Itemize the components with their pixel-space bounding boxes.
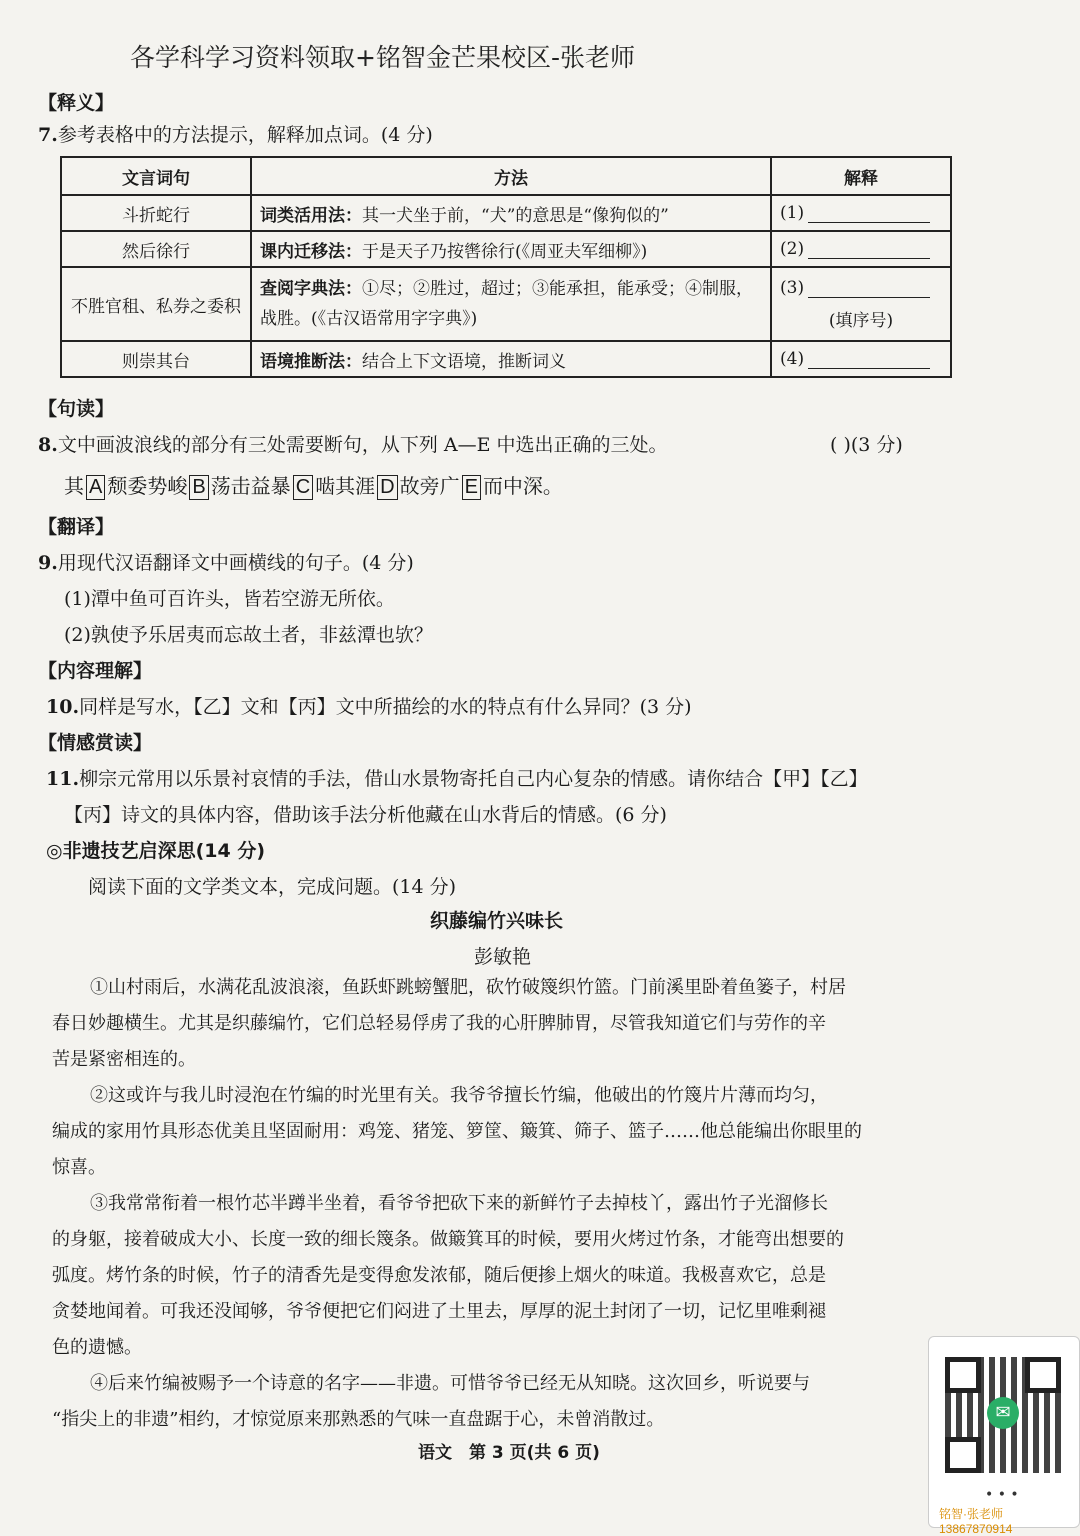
punctuation-line [64,470,563,500]
option-box-d[interactable]: D [377,475,397,500]
article-paragraph-1 [52,970,846,1078]
paragraph-line: ③我常常衔着一根竹芯半蹲半坐着，看爷爷把砍下来的新鲜竹子去掉枝丫，露出竹子光溜修长 [90,1193,828,1214]
qr-corner-icon [945,1357,981,1393]
table-row [61,195,951,231]
question-11 [46,764,868,791]
answer-blank[interactable] [808,204,930,223]
page-header: 各学科学习资料领取+铭智金芒果校区-张老师 [130,43,635,72]
table-header: 方法 [251,157,771,195]
paragraph-line: ①山村雨后，水满花乱波浪滚，鱼跃虾跳螃蟹肥，砍竹破篾织竹篮。门前溪里卧着鱼篓子，村居 [90,977,846,998]
article-paragraph-4 [52,1366,810,1438]
question-text-line-2: 【丙】诗文的具体内容，借助该手法分析他藏在山水背后的情感。(6 分) [64,804,667,826]
question-8 [38,430,668,457]
method-label: 课内迁移法： [260,241,362,262]
table-cell-phrase: 不胜官租、私券之委积 [61,267,251,341]
table-cell-method [251,267,771,341]
section-heading-fanyi: 【翻译】 [38,516,115,538]
section-heading-neirong: 【内容理解】 [38,660,153,682]
section-heading-feiyi: ◎非遗技艺启深思(14 分) [46,840,266,862]
answer-number: (2) [780,239,805,259]
article-author: 彭敏艳 [474,946,532,968]
question-10 [46,692,692,719]
table-cell-answer [771,231,951,267]
table-header: 解释 [771,157,951,195]
table-cell-phrase: 斗折蛇行 [61,195,251,231]
sentence-1: (1)潭中鱼可百许头，皆若空游无所依。 [64,588,395,610]
article-paragraph-3 [52,1186,844,1366]
question-number: 11. [46,768,80,790]
section-heading-judu: 【句读】 [38,398,115,420]
question-number: 9. [38,552,58,574]
paragraph-line: 色的遗憾。 [52,1337,142,1358]
table-cell-method [251,195,771,231]
table-header-row [61,157,951,195]
reading-intro: 阅读下面的文学类文本，完成问题。(14 分) [88,876,457,898]
qr-dots: • • • [985,1487,1019,1503]
question-number: 8. [38,434,58,456]
text-segment: 故旁广 [399,474,460,498]
paragraph-line: 弧度。烤竹条的时候，竹子的清香先是变得愈发浓郁，随后便掺上烟火的味道。我极喜欢它，总是 [52,1265,826,1286]
paragraph-line: 惊喜。 [52,1157,106,1178]
qr-corner-icon [945,1437,981,1473]
question-8-score: ( )(3 分) [830,434,903,456]
paragraph-line: 编成的家用竹具形态优美且坚固耐用：鸡笼、猪笼、箩筐、簸箕、筛子、篮子……他总能编出你眼里的 [52,1121,862,1142]
table-cell-answer [771,267,951,341]
table-row [61,341,951,377]
answer-number: (4) [780,349,805,369]
paragraph-line: “指尖上的非遗”相约，才惊觉原来那熟悉的气味一直盘踞于心，未曾消散过。 [52,1409,665,1430]
method-label: 查阅字典法： [260,279,362,299]
method-text: 结合上下文语境，推断词义 [362,351,566,372]
answer-note: (填序号) [828,310,894,331]
table-cell-method [251,341,771,377]
section-heading-shiyi: 【释义】 [38,92,115,114]
table-row [61,231,951,267]
method-text: 其一犬坐于前，“犬”的意思是“像狗似的” [362,205,669,226]
text-segment: 荡击益暴 [210,474,291,498]
wechat-icon: ✉ [987,1397,1019,1429]
question-9 [38,548,414,575]
table-row [61,267,951,341]
method-text: ①尽；②胜过，超过；③能承担，能承受；④制服，战胜。(《古汉语常用字字典》) [260,279,753,329]
paragraph-line: 的身躯，接着破成大小、长度一致的细长篾条。做簸箕耳的时候，要用火烤过竹条，才能弯出想要的 [52,1229,844,1250]
question-7 [38,120,433,147]
method-label: 词类活用法： [260,205,362,226]
answer-number: (1) [780,203,805,223]
table-cell-method [251,231,771,267]
question-text: 用现代汉语翻译文中画横线的句子。(4 分) [57,552,414,574]
method-label: 语境推断法： [260,351,362,372]
option-box-c[interactable]: C [293,475,313,500]
text-segment: 啮其涯 [315,474,376,498]
option-box-e[interactable]: E [462,475,481,500]
answer-blank[interactable] [808,279,930,298]
qr-corner-icon [1025,1357,1061,1393]
option-box-b[interactable]: B [189,475,208,500]
option-box-a[interactable]: A [86,475,105,500]
paragraph-line: 苦是紧密相连的。 [52,1049,196,1070]
text-segment: 其 [64,474,84,498]
question-text: 参考表格中的方法提示，解释加点词。(4 分) [57,124,433,146]
answer-blank[interactable] [808,240,930,259]
answer-blank[interactable] [808,350,930,369]
text-segment: 而中深。 [482,474,563,498]
question-number: 7. [38,124,58,146]
question-text-line-1: 柳宗元常用以乐景衬哀情的手法，借山水景物寄托自己内心复杂的情感。请你结合【甲】【乙】 [79,768,868,790]
section-heading-qinggan: 【情感赏读】 [38,732,153,754]
question-text: 同样是写水，【乙】文和【丙】文中所描绘的水的特点有什么异同？(3 分) [79,696,692,718]
table-cell-phrase: 然后徐行 [61,231,251,267]
method-table [60,156,952,378]
answer-number: (3) [780,277,805,298]
table-cell-phrase: 则崇其台 [61,341,251,377]
text-segment: 颓委势峻 [107,474,188,498]
article-title: 织藤编竹兴味长 [430,910,564,932]
paragraph-line: 春日妙趣横生。尤其是织藤编竹，它们总轻易俘虏了我的心肝脾肺胃，尽管我知道它们与劳作的辛 [52,1013,826,1034]
paragraph-line: ②这或许与我儿时浸泡在竹编的时光里有关。我爷爷擅长竹编，他破出的竹篾片片薄而均匀， [90,1085,828,1106]
paragraph-line: 贪婪地闻着。可我还没闻够，爷爷便把它们闷进了土里去，厚厚的泥土封闭了一切，记忆里唯剩褪 [52,1301,826,1322]
question-text: 文中画波浪线的部分有三处需要断句，从下列 A—E 中选出正确的三处。 [57,434,668,456]
qr-contact: 铭智·张老师 13867870914 [939,1507,1013,1536]
qr-code-card[interactable] [928,1336,1080,1536]
sentence-2: (2)孰使予乐居夷而忘故土者，非兹潭也欤？ [64,624,433,646]
page-footer: 语文 第 3 页(共 6 页) [418,1443,600,1463]
question-number: 10. [46,696,80,718]
table-header: 文言词句 [61,157,251,195]
table-cell-answer [771,195,951,231]
article-paragraph-2 [52,1078,862,1186]
table-cell-answer [771,341,951,377]
paragraph-line: ④后来竹编被赐予一个诗意的名字——非遗。可惜爷爷已经无从知晓。这次回乡，听说要与 [90,1373,810,1394]
method-text: 于是天子乃按辔徐行(《周亚夫军细柳》) [362,241,648,262]
